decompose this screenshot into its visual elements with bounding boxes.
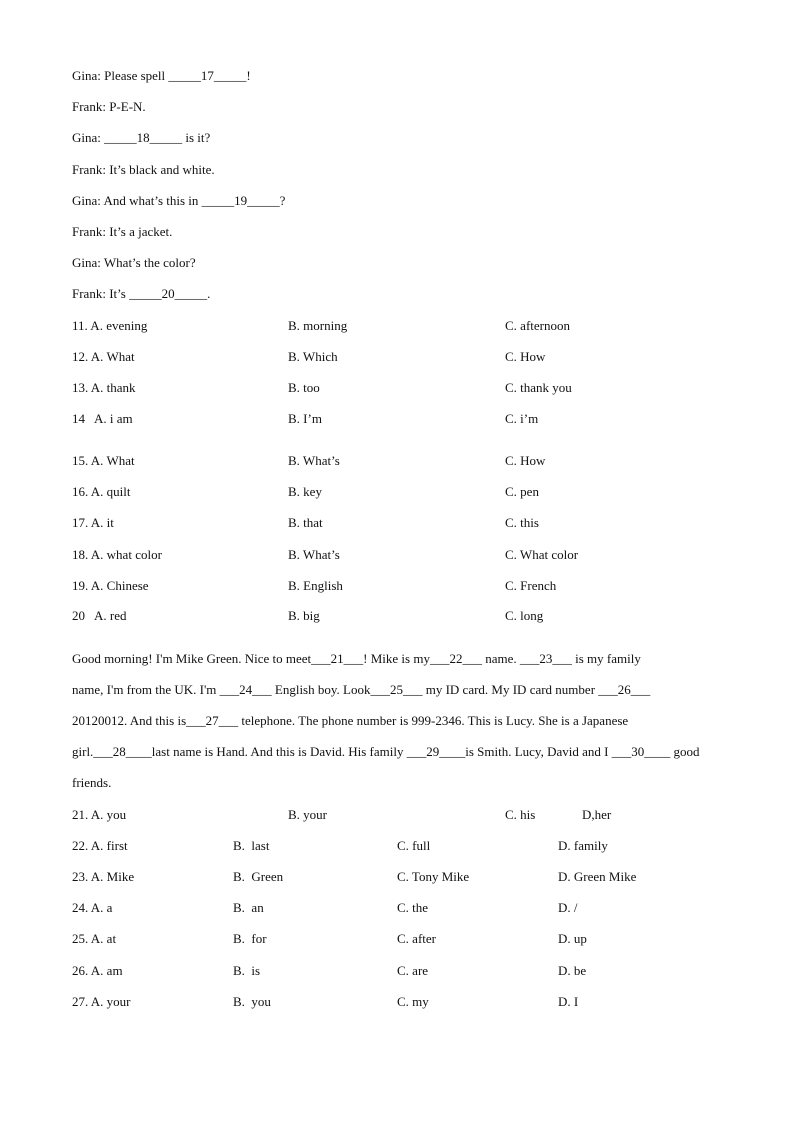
option-d: D. I [558, 994, 579, 1009]
speaker: Frank: [72, 224, 106, 239]
passage-line: friends. [72, 775, 112, 790]
option-c: C. the [397, 900, 429, 915]
option-b: B. for [233, 931, 267, 946]
dialogue-text: It’s a jacket. [109, 224, 173, 239]
dialogue-text: It’s [109, 286, 130, 301]
dialogue-line [72, 255, 196, 271]
option-b: B. big [288, 608, 320, 623]
option-b: B. I’m [288, 411, 322, 426]
question-number: 24. A. a [72, 900, 113, 915]
option-c: C. French [505, 578, 557, 593]
option-c: C. How [505, 349, 546, 364]
option-c: C. long [505, 608, 544, 623]
dialogue-text: What’s the color? [103, 255, 196, 270]
option-c: C. How [505, 453, 546, 468]
option-b: B. is [233, 963, 261, 978]
option-b: B. that [288, 515, 323, 530]
option-b: B. English [288, 578, 343, 593]
option-d: D,her [582, 807, 612, 822]
option-c: C. his [505, 807, 536, 822]
question-number: 14 A. i am [72, 411, 133, 426]
answer-blank: _____19_____ [201, 193, 280, 208]
question-number: 25. A. at [72, 931, 117, 946]
answer-blank: _____17_____ [168, 68, 247, 83]
option-b: B. What’s [288, 547, 340, 562]
question-number: 20 A. red [72, 608, 127, 623]
question-number: 13. A. thank [72, 380, 136, 395]
speaker: Gina: [72, 130, 101, 145]
dialogue-text: ? [279, 193, 286, 208]
option-d: D. up [558, 931, 587, 946]
question-number: 21. A. you [72, 807, 127, 822]
dialogue-text: ! [246, 68, 251, 83]
option-b: B. Which [288, 349, 338, 364]
question-number: 11. A. evening [72, 318, 148, 333]
option-d: D. Green Mike [558, 869, 637, 884]
option-b: B. you [233, 994, 271, 1009]
answer-blank: _____18_____ [104, 130, 183, 145]
option-b: B. What’s [288, 453, 340, 468]
question-number: 15. A. What [72, 453, 135, 468]
answer-blank: _____20_____ [129, 286, 208, 301]
speaker: Frank: [72, 99, 106, 114]
option-c: C. afternoon [505, 318, 570, 333]
dialogue-line [72, 286, 210, 302]
passage-line: name, I'm from the UK. I'm ___24___ English boy. Look___25___ my ID card. My ID card number ___26___ [72, 682, 651, 697]
dialogue-line [72, 68, 251, 84]
speaker: Gina: [72, 68, 101, 83]
dialogue-line [72, 193, 285, 209]
option-c: C. full [397, 838, 431, 853]
dialogue-text: It’s black and white. [109, 162, 215, 177]
option-b: B. last [233, 838, 270, 853]
option-d: D. be [558, 963, 587, 978]
speaker: Gina: [72, 255, 101, 270]
option-d: D. / [558, 900, 578, 915]
dialogue-line [72, 224, 172, 240]
dialogue-line [72, 130, 210, 146]
option-c: C. What color [505, 547, 579, 562]
dialogue-line [72, 99, 146, 115]
passage-line: girl.___28____last name is Hand. And this is David. His family ___29____is Smith. Lucy, David and I ___30____ good [72, 744, 700, 759]
question-number: 19. A. Chinese [72, 578, 149, 593]
passage-line: Good morning! I'm Mike Green. Nice to meet___21___! Mike is my___22___ name. ___23___ is my family [72, 651, 641, 666]
option-b: B. Green [233, 869, 284, 884]
question-number: 26. A. am [72, 963, 123, 978]
option-b: B. an [233, 900, 264, 915]
speaker: Frank: [72, 286, 106, 301]
option-c: C. this [505, 515, 539, 530]
option-b: B. your [288, 807, 327, 822]
question-number: 18. A. what color [72, 547, 162, 562]
dialogue-text: P-E-N. [109, 99, 146, 114]
question-number: 22. A. first [72, 838, 128, 853]
option-b: B. too [288, 380, 320, 395]
option-c: C. Tony Mike [397, 869, 470, 884]
dialogue-text: . [207, 286, 211, 301]
passage-line: 20120012. And this is___27___ telephone. The phone number is 999-2346. This is Lucy. She is a Japanese [72, 713, 629, 728]
option-c: C. pen [505, 484, 539, 499]
question-number: 17. A. it [72, 515, 114, 530]
option-d: D. family [558, 838, 608, 853]
dialogue-text: And what’s this in [103, 193, 202, 208]
option-c: C. i’m [505, 411, 539, 426]
question-number: 12. A. What [72, 349, 135, 364]
speaker: Frank: [72, 162, 106, 177]
question-number: 16. A. quilt [72, 484, 131, 499]
question-number: 27. A. your [72, 994, 131, 1009]
dialogue-text: is it? [182, 130, 211, 145]
option-b: B. key [288, 484, 322, 499]
dialogue-line [72, 162, 215, 178]
option-c: C. after [397, 931, 436, 946]
dialogue-text: Please spell [104, 68, 169, 83]
option-c: C. are [397, 963, 429, 978]
option-c: C. my [397, 994, 429, 1009]
speaker: Gina: [72, 193, 101, 208]
option-c: C. thank you [505, 380, 572, 395]
question-number: 23. A. Mike [72, 869, 135, 884]
option-b: B. morning [288, 318, 348, 333]
